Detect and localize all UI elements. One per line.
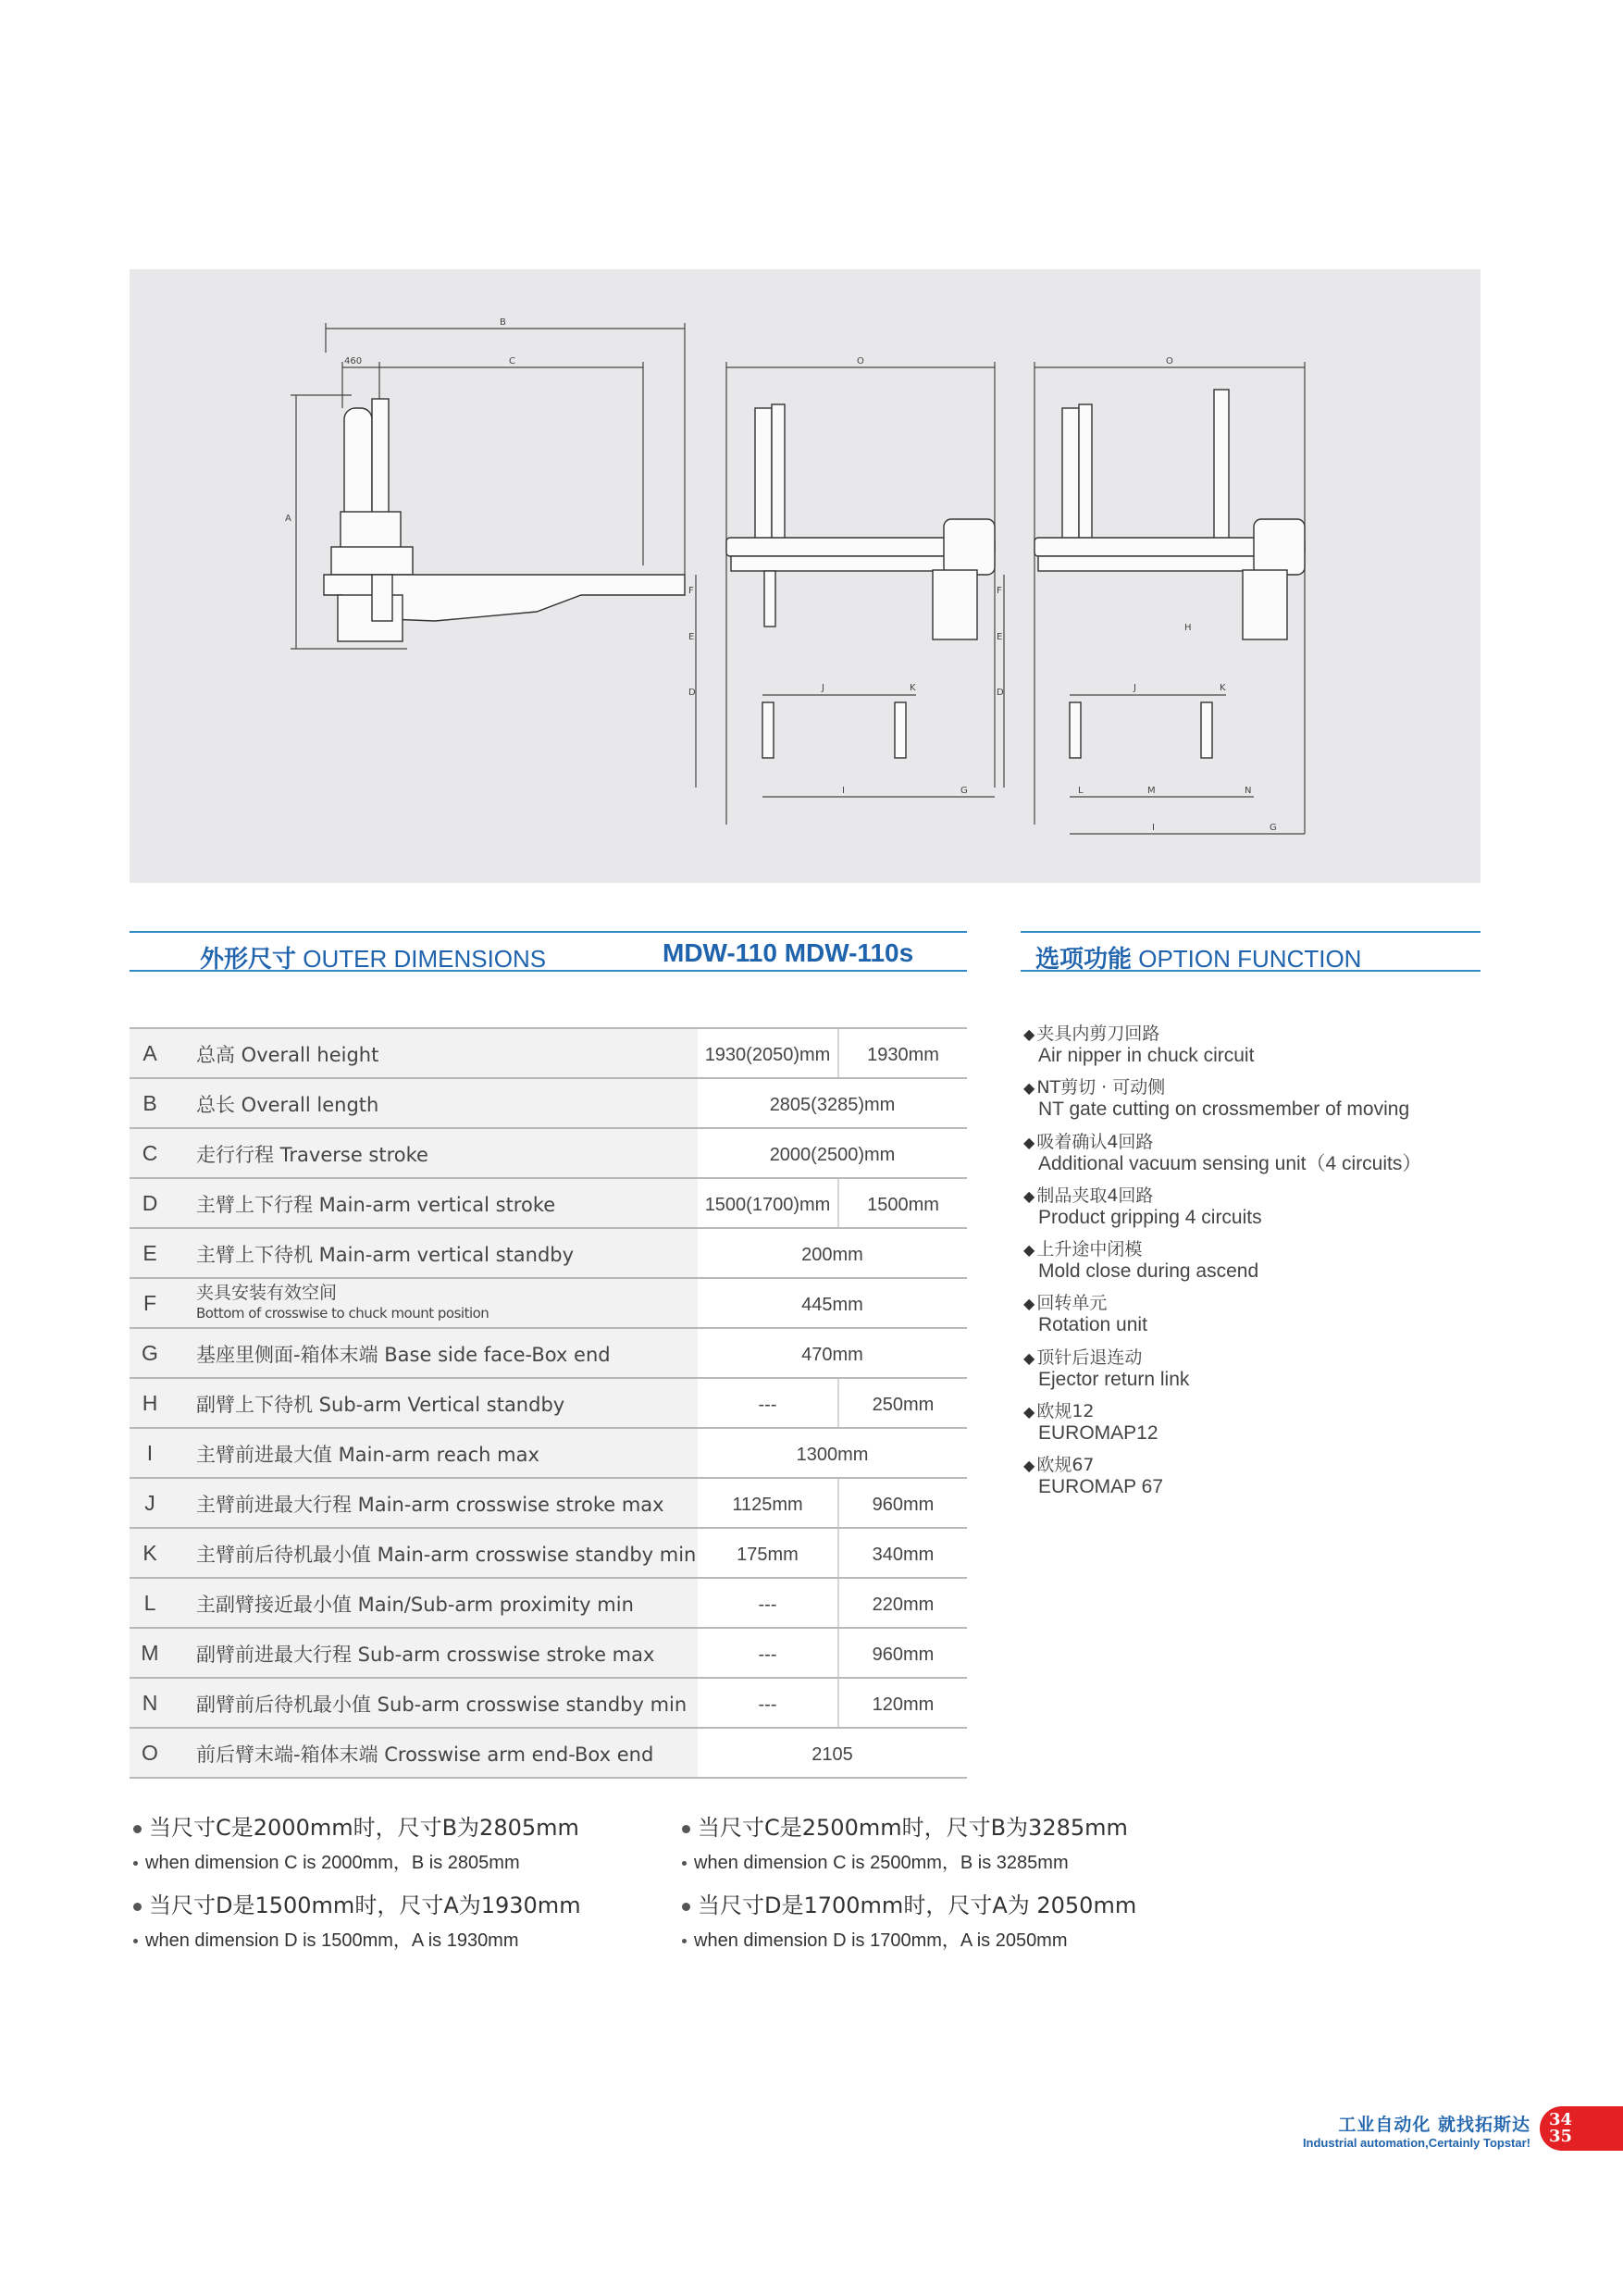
dim-label-D: D <box>688 688 696 698</box>
dim-label-O-2: O <box>1166 356 1173 366</box>
spec-value: 2000(2500)mm <box>769 1145 896 1165</box>
spec-row <box>130 1179 967 1229</box>
bullet-icon <box>133 1939 138 1943</box>
spec-letter: H <box>142 1391 158 1415</box>
spec-name: 主臂上下行程 Main-arm vertical stroke <box>196 1194 556 1216</box>
spec-name: 副臂上下待机 Sub-arm Vertical standby <box>196 1394 565 1416</box>
option-name-cn: 制品夹取4回路 <box>1036 1185 1154 1206</box>
spec-values <box>698 1079 967 1127</box>
spec-values <box>698 1379 967 1427</box>
spec-name: 总长 Overall length <box>196 1094 379 1116</box>
spec-values <box>698 1729 967 1777</box>
dim-label-D-2: D <box>997 688 1004 698</box>
option-list <box>1023 1024 1481 1509</box>
spec-letter: D <box>142 1191 158 1215</box>
spec-values <box>698 1029 967 1077</box>
model-names: MDW-110 MDW-110s <box>663 938 914 967</box>
spec-values <box>698 1679 967 1727</box>
outer-dimensions-header <box>130 931 967 972</box>
spec-row <box>130 1279 967 1329</box>
note-item <box>133 1809 579 1874</box>
option-name-en: Ejector return link <box>1038 1368 1190 1390</box>
spec-letter: I <box>146 1441 154 1465</box>
spec-value: 470mm <box>801 1345 863 1365</box>
option-name-en: Product gripping 4 circuits <box>1038 1206 1262 1228</box>
outer-dimensions-title-en: OUTER DIMENSIONS <box>296 945 547 973</box>
dim-label-O: O <box>857 356 864 366</box>
spec-letter: J <box>144 1491 155 1515</box>
spec-row <box>130 1579 967 1629</box>
option-item <box>1023 1401 1481 1455</box>
spec-row <box>130 1629 967 1679</box>
spec-row <box>130 1027 967 1079</box>
spec-value-mdw110s: 250mm <box>872 1395 935 1415</box>
dim-label-E-2: E <box>997 632 1003 642</box>
note-en: when dimension C is 2500mm，B is 3285mm <box>694 1853 1069 1873</box>
option-function-header <box>1021 931 1481 972</box>
spec-name: 副臂前后待机最小值 Sub-arm crosswise standby min <box>196 1694 688 1716</box>
spec-row <box>130 1479 967 1529</box>
footer-slogan-cn: 工业自动化 就找拓斯达 <box>1338 2115 1530 2135</box>
diamond-bullet-icon: ◆ <box>1023 1403 1035 1421</box>
option-item <box>1023 1132 1481 1185</box>
spec-row <box>130 1329 967 1379</box>
diamond-bullet-icon: ◆ <box>1023 1295 1035 1313</box>
diamond-bullet-icon: ◆ <box>1023 1079 1035 1098</box>
option-name-en: NT gate cutting on crossmember of moving <box>1038 1098 1410 1121</box>
option-name-cn: 顶针后退连动 <box>1036 1347 1143 1368</box>
spec-value-mdw110: --- <box>698 1379 839 1427</box>
spec-name: 主臂上下待机 Main-arm vertical standby <box>196 1244 575 1266</box>
diamond-bullet-icon: ◆ <box>1023 1186 1035 1205</box>
option-name-cn: 欧规12 <box>1036 1401 1095 1422</box>
spec-name: 基座里侧面-箱体末端 Base side face-Box end <box>196 1344 611 1366</box>
dim-label-K: K <box>910 683 916 693</box>
dim-label-F-2: F <box>997 586 1002 596</box>
bullet-icon <box>133 1825 142 1833</box>
dim-label-460: 460 <box>344 356 363 366</box>
bullet-icon <box>133 1861 138 1866</box>
bullet-icon <box>133 1903 142 1911</box>
spec-values <box>698 1329 967 1377</box>
option-name-en: Mold close during ascend <box>1038 1260 1259 1283</box>
spec-values <box>698 1279 967 1327</box>
spec-letter: C <box>142 1141 158 1165</box>
spec-name: 主臂前进最大值 Main-arm reach max <box>196 1444 539 1466</box>
option-name-cn: NT剪切 · 可动侧 <box>1036 1077 1166 1098</box>
spec-row <box>130 1229 967 1279</box>
spec-values <box>698 1529 967 1577</box>
diamond-bullet-icon: ◆ <box>1023 1241 1035 1260</box>
dim-label-J-2: J <box>1134 683 1136 693</box>
spec-value: 445mm <box>801 1295 863 1315</box>
spec-letter: N <box>142 1691 158 1715</box>
dim-label-I: I <box>842 786 845 796</box>
diamond-bullet-icon: ◆ <box>1023 1025 1035 1043</box>
front-view-dual-arm <box>997 356 1305 834</box>
option-item <box>1023 1239 1481 1293</box>
note-cn: 当尺寸D是1500mm时，尺寸A为1930mm <box>149 1893 581 1918</box>
spec-value: 1300mm <box>796 1445 869 1465</box>
spec-value-mdw110s: 220mm <box>872 1595 935 1615</box>
spec-name: 走行行程 Traverse stroke <box>196 1144 428 1166</box>
option-name-en: Air nipper in chuck circuit <box>1038 1045 1255 1066</box>
bullet-icon <box>682 1903 690 1911</box>
spec-letter: B <box>142 1091 157 1115</box>
spec-value-mdw110: 1125mm <box>698 1479 839 1527</box>
spec-name-sub: Bottom of crosswise to chuck mount position <box>196 1305 489 1322</box>
note-en: when dimension D is 1700mm，A is 2050mm <box>694 1930 1068 1951</box>
side-view <box>285 317 685 649</box>
option-item <box>1023 1024 1481 1077</box>
bullet-icon <box>682 1825 690 1833</box>
spec-name-cn: 夹具安装有效空间 <box>196 1283 338 1303</box>
spec-letter: G <box>142 1341 158 1365</box>
note-cn: 当尺寸C是2000mm时，尺寸B为2805mm <box>149 1815 579 1841</box>
option-name-en: Rotation unit <box>1038 1314 1147 1336</box>
option-name-en: EUROMAP12 <box>1038 1422 1158 1445</box>
spec-row <box>130 1729 967 1779</box>
outer-dimensions-title <box>200 940 546 974</box>
note-cn: 当尺寸D是1700mm时，尺寸A为 2050mm <box>698 1893 1137 1918</box>
spec-letter: E <box>142 1241 157 1265</box>
spec-name: 总高 Overall height <box>196 1044 379 1066</box>
note-cn: 当尺寸C是2500mm时，尺寸B为3285mm <box>698 1815 1128 1841</box>
option-name-en: EUROMAP 67 <box>1038 1476 1163 1498</box>
option-name-en: Additional vacuum sensing unit（4 circuits） <box>1038 1152 1422 1174</box>
option-function-title <box>1035 940 1361 974</box>
spec-name: 主副臂接近最小值 Main/Sub-arm proximity min <box>196 1594 634 1616</box>
dim-label-G-2: G <box>1270 823 1277 833</box>
spec-value-mdw110: --- <box>698 1579 839 1627</box>
spec-value-mdw110: 175mm <box>698 1529 839 1577</box>
spec-letter: F <box>142 1291 157 1315</box>
spec-name <box>196 1283 489 1323</box>
spec-value: 2105 <box>812 1744 853 1765</box>
spec-row <box>130 1679 967 1729</box>
option-item <box>1023 1185 1481 1239</box>
spec-value-mdw110s: 120mm <box>872 1694 935 1715</box>
option-item <box>1023 1293 1481 1347</box>
dim-label-M: M <box>1147 786 1156 796</box>
dim-label-E: E <box>688 632 695 642</box>
dim-label-G: G <box>960 786 968 796</box>
note-en: when dimension C is 2000mm，B is 2805mm <box>145 1853 520 1873</box>
option-function-title-en: OPTION FUNCTION <box>1132 945 1362 973</box>
spec-letter: L <box>143 1591 156 1615</box>
spec-values <box>698 1129 967 1177</box>
spec-letter: K <box>142 1541 157 1565</box>
option-item <box>1023 1077 1481 1131</box>
spec-values <box>698 1479 967 1527</box>
spec-name: 前后臂末端-箱体末端 Crosswise arm end-Box end <box>196 1744 654 1766</box>
dim-label-I-2: I <box>1152 823 1155 833</box>
spec-values <box>698 1179 967 1227</box>
spec-letter: O <box>142 1741 158 1765</box>
spec-row <box>130 1529 967 1579</box>
spec-name: 主臂前进最大行程 Main-arm crosswise stroke max <box>196 1494 664 1516</box>
spec-letter: A <box>142 1041 157 1065</box>
spec-values <box>698 1629 967 1677</box>
spec-value-mdw110: 1500(1700)mm <box>698 1179 839 1227</box>
note-item <box>133 1887 581 1952</box>
option-item <box>1023 1347 1481 1401</box>
spec-value-mdw110s: 960mm <box>872 1495 935 1515</box>
dim-label-K-2: K <box>1220 683 1226 693</box>
spec-row <box>130 1079 967 1129</box>
page-number-bottom: 35 <box>1549 2127 1573 2146</box>
dim-label-C: C <box>509 356 515 366</box>
spec-value-mdw110s: 340mm <box>872 1545 935 1565</box>
spec-value-mdw110: --- <box>698 1629 839 1677</box>
option-name-cn: 欧规67 <box>1036 1455 1095 1476</box>
dim-label-J: J <box>822 683 824 693</box>
spec-value: 200mm <box>801 1245 863 1265</box>
front-view-single-arm <box>688 356 995 825</box>
diamond-bullet-icon: ◆ <box>1023 1457 1035 1475</box>
spec-values <box>698 1579 967 1627</box>
note-en: when dimension D is 1500mm，A is 1930mm <box>145 1930 519 1951</box>
spec-name: 主臂前后待机最小值 Main-arm crosswise standby min <box>196 1544 697 1566</box>
dim-label-L: L <box>1078 786 1084 796</box>
page-number-badge <box>1540 2106 1623 2151</box>
spec-row <box>130 1129 967 1179</box>
note-item <box>682 1809 1128 1874</box>
spec-table <box>130 1027 967 1779</box>
diamond-bullet-icon: ◆ <box>1023 1348 1035 1367</box>
spec-value: 2805(3285)mm <box>769 1095 896 1115</box>
option-function-title-cn: 选项功能 <box>1035 946 1133 974</box>
note-item <box>682 1887 1136 1952</box>
diamond-bullet-icon: ◆ <box>1023 1133 1035 1151</box>
option-name-cn: 上升途中闭模 <box>1036 1239 1143 1260</box>
option-item <box>1023 1455 1481 1508</box>
spec-name: 副臂前进最大行程 Sub-arm crosswise stroke max <box>196 1644 655 1666</box>
page-number-top: 34 <box>1549 2110 1573 2129</box>
dim-label-H: H <box>1184 623 1192 633</box>
spec-value-mdw110s: 1930mm <box>867 1045 939 1065</box>
bullet-icon <box>682 1939 687 1943</box>
option-name-cn: 夹具内剪刀回路 <box>1036 1024 1160 1044</box>
dim-label-B: B <box>500 317 506 328</box>
dimension-drawing-panel <box>130 269 1481 883</box>
dimension-drawing <box>130 269 1481 883</box>
spec-value-mdw110: 1930(2050)mm <box>698 1029 839 1077</box>
option-name-cn: 吸着确认4回路 <box>1036 1131 1154 1152</box>
dim-label-F: F <box>688 586 694 596</box>
spec-value-mdw110: --- <box>698 1679 839 1727</box>
spec-letter: M <box>141 1641 159 1665</box>
spec-row <box>130 1379 967 1429</box>
spec-values <box>698 1229 967 1277</box>
dim-label-N: N <box>1245 786 1252 796</box>
spec-value-mdw110s: 1500mm <box>867 1195 939 1215</box>
spec-row <box>130 1429 967 1479</box>
footer-slogan-en: Industrial automation,Certainly Topstar! <box>1302 2136 1530 2150</box>
spec-value-mdw110s: 960mm <box>872 1644 935 1665</box>
bullet-icon <box>682 1861 687 1866</box>
outer-dimensions-title-cn: 外形尺寸 <box>200 946 297 974</box>
spec-values <box>698 1429 967 1477</box>
option-name-cn: 回转单元 <box>1036 1293 1108 1314</box>
dim-label-A: A <box>285 514 291 524</box>
footer-slogan <box>1303 2111 1530 2150</box>
